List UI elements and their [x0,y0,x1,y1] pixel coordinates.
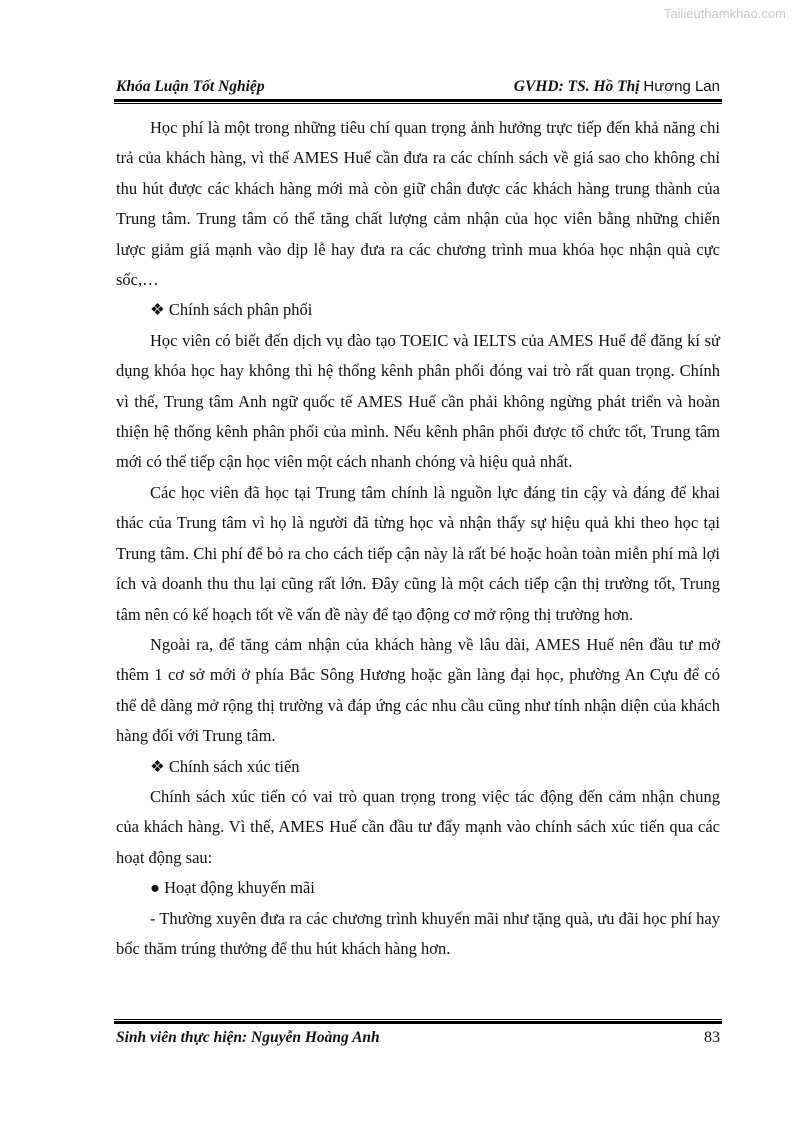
watermark: Tailieuthamkhao.com [663,6,786,21]
paragraph-tuition: Học phí là một trong những tiêu chí quan trọng ảnh hưởng trực tiếp đến khả năng chi trả của khách hàng, vì thế AMES Huế cần đưa ra các chính sách về giá sao cho không chỉ thu hút được các khách hàng mới mà còn giữ chân được các khách hàng trung thành của Trung tâm. Trung tâm có thể tăng chất lượng cảm nhận của học viên bằng những chiến lược giảm giá mạnh vào dịp lễ hay đưa ra các chương trình mua khóa học nhận quà cực sốc,… [116,118,720,290]
header-advisor-suffix: Hương Lan [643,78,720,95]
page-header [116,78,720,96]
header-rule [114,99,722,104]
footer-rule [114,1019,722,1024]
paragraph-distribution: Học viên có biết đến dịch vụ đào tạo TOEIC và IELTS của AMES Huế để đăng kí sử dụng khóa học hay không thì hệ thống kênh phân phối đóng vai trò rất quan trọng. Chính vì thế, Trung tâm Anh ngữ quốc tế AMES Huế cần phải không ngừng phát triển và hoàn thiện hệ thống kênh phân phối của mình. Nếu kênh phân phối được tổ chức tốt, Trung tâm mới có thể tiếp cận học viên một cách nhanh chóng và hiệu quả nhất. [116,330,720,472]
heading-distribution-policy: ❖ Chính sách phân phối [150,300,313,320]
heading-promotion-policy: ❖ Chính sách xúc tiến [150,756,300,776]
paragraph-former-students: Các học viên đã học tại Trung tâm chính là nguồn lực đáng tin cậy và đáng để khai thác của Trung tâm vì họ là người đã từng học và nhận thấy sự hiệu quả khi theo học tại Trung tâm. Chi phí để bỏ ra cho cách tiếp cận này là rất bé hoặc hoàn toàn miễn phí mà lợi ích và doanh thu thu lại cũng rất lớn. Đây cũng là một cách tiếp cận thị trường tốt, Trung tâm nên có kế hoạch tốt về vấn đề này để tạo động cơ mở rộng thị trường hơn. [116,482,720,624]
header-thesis-title: Khóa Luận Tốt Nghiệp [116,78,265,95]
paragraph-new-branch: Ngoài ra, để tăng cảm nhận của khách hàng về lâu dài, AMES Huế nên đầu tư mở thêm 1 cơ sở mới ở phía Bắc Sông Hương hoặc gần làng đại học, phường An Cựu để có thể dễ dàng mở rộng thị trường và đáp ứng các nhu cầu cũng như tính nhận diện của khách hàng đối với Trung tâm. [116,634,720,746]
paragraph-promotion: Chính sách xúc tiến có vai trò quan trọng trong việc tác động đến cảm nhận chung của khách hàng. Vì thế, AMES Huế cần đầu tư đẩy mạnh vào chính sách xúc tiến qua các hoạt động sau: [116,786,720,867]
footer-student: Sinh viên thực hiện: Nguyễn Hoàng Anh [116,1029,380,1046]
page-number: 83 [704,1029,720,1046]
header-advisor-prefix: GVHD: TS. Hồ Thị [513,78,640,95]
page-footer [116,1029,720,1047]
paragraph-promotion-programs: - Thường xuyên đưa ra các chương trình khuyến mãi như tặng quà, ưu đãi học phí hay bốc thăm trúng thưởng để thu hút khách hàng hơn. [116,908,720,958]
heading-sales-promotion: ● Hoạt động khuyến mãi [150,878,315,898]
document-body [116,113,720,964]
header-advisor [514,78,720,96]
